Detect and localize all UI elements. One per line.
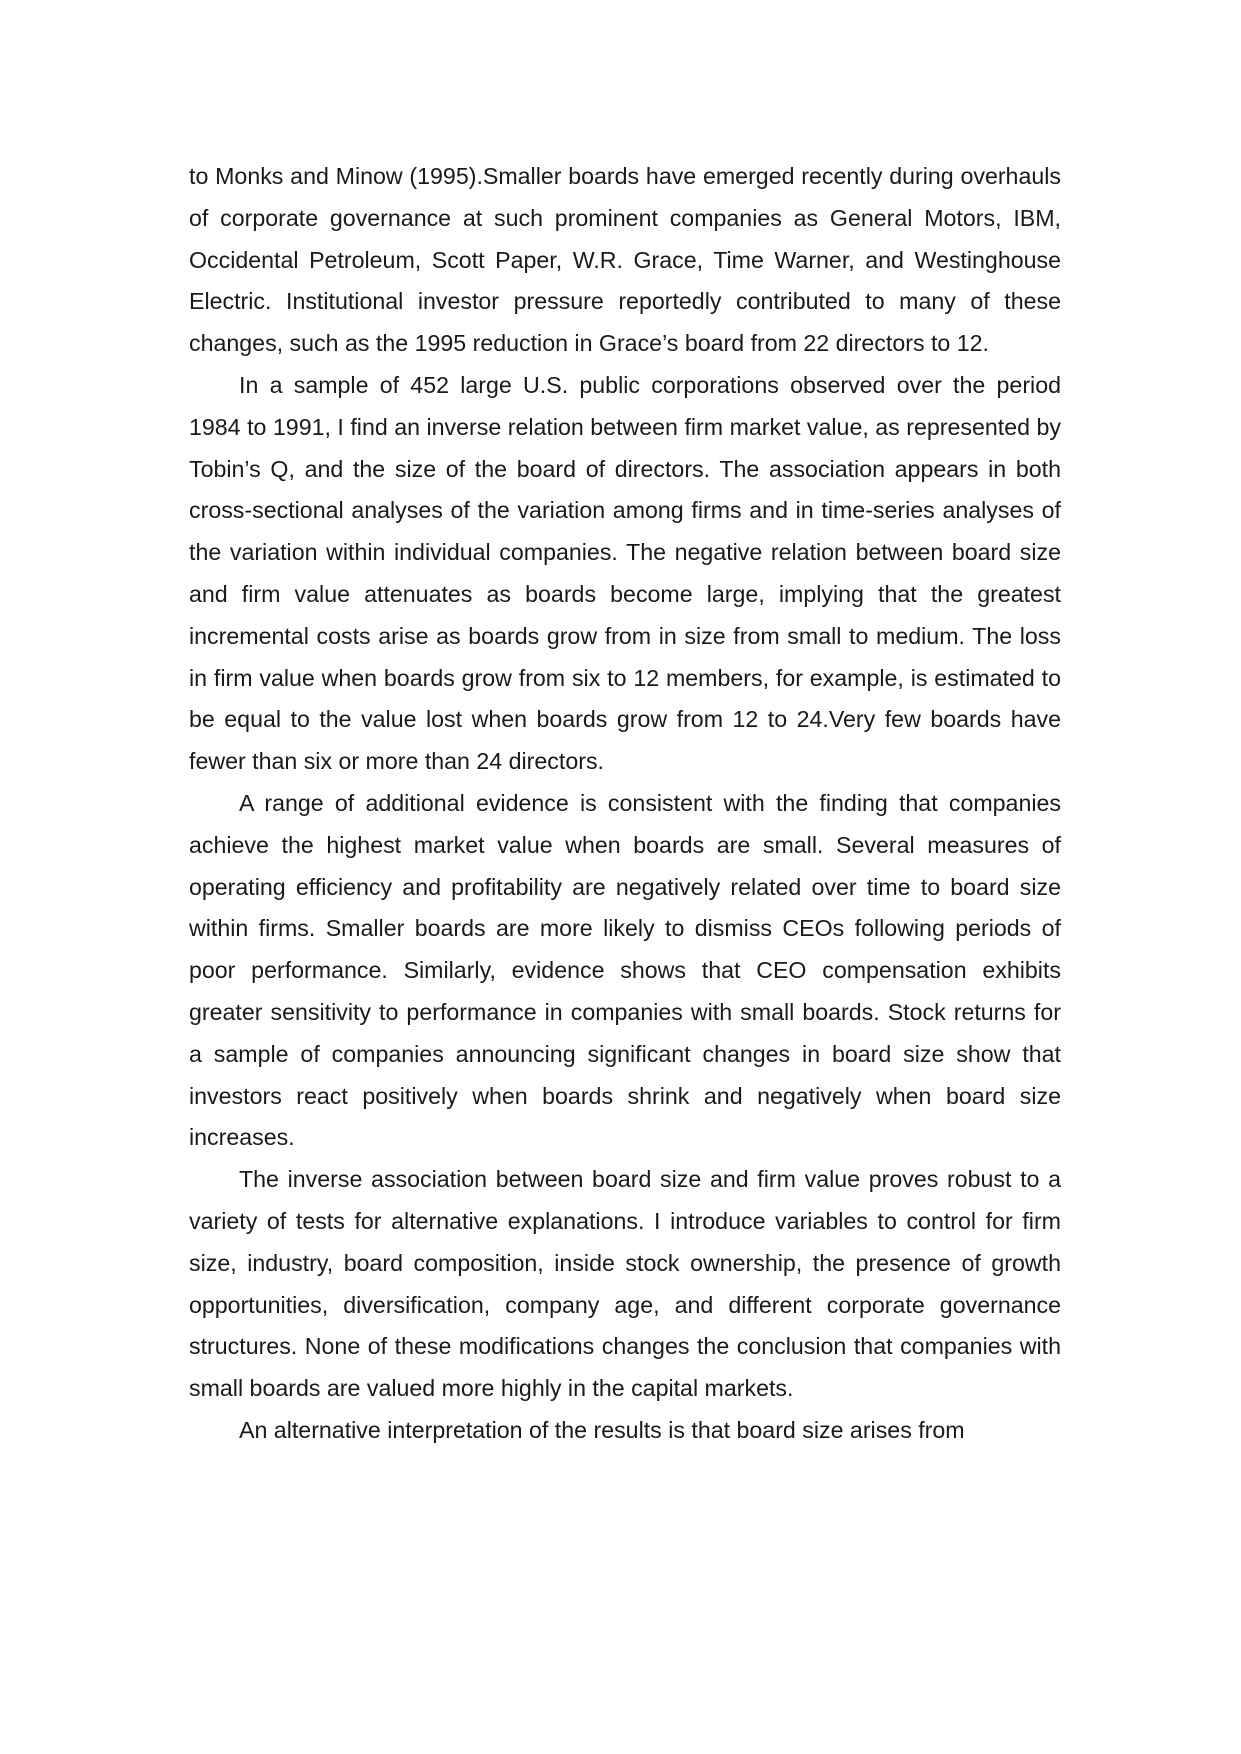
document-body bbox=[189, 156, 1061, 1452]
paragraph-2: In a sample of 452 large U.S. public corporations observed over the period 1984 to 1991, I find an inverse relation between firm market value, as represented by Tobin’s Q, and the size of the board of directors. The association appears in both cross-sectional analyses of the variation among firms and in time-series analyses of the variation within individual companies. The negative relation between board size and firm value attenuates as boards become large, implying that the greatest incremental costs arise as boards grow from in size from small to medium. The loss in firm value when boards grow from six to 12 members, for example, is estimated to be equal to the value lost when boards grow from 12 to 24.Very few boards have fewer than six or more than 24 directors. bbox=[189, 371, 1061, 775]
paragraph-3: A range of additional evidence is consistent with the finding that companies achieve the highest market value when boards are small. Several measures of operating efficiency and profitability are negatively related over time to board size within firms. Smaller boards are more likely to dismiss CEOs following periods of poor performance. Similarly, evidence shows that CEO compensation exhibits greater sensitivity to performance in companies with small boards. Stock returns for a sample of companies announcing significant changes in board size show that investors react positively when boards shrink and negatively when board size increases. bbox=[189, 789, 1061, 1151]
paragraph-1: to Monks and Minow (1995).Smaller boards have emerged recently during overhauls of corporate governance at such prominent companies as General Motors, IBM, Occidental Petroleum, Scott Paper, W.R. Grace, Time Warner, and Westinghouse Electric. Institutional investor pressure reportedly contributed to many of these changes, such as the 1995 reduction in Grace’s board from 22 directors to 12. bbox=[189, 163, 1061, 357]
paragraph-5: An alternative interpretation of the results is that board size arises from bbox=[239, 1416, 965, 1443]
paragraph-4: The inverse association between board size and firm value proves robust to a variety of tests for alternative explanations. I introduce variables to control for firm size, industry, board composition, inside stock ownership, the presence of growth opportunities, diversification, company age, and different corporate governance structures. None of these modifications changes the conclusion that companies with small boards are valued more highly in the capital markets. bbox=[189, 1166, 1061, 1402]
